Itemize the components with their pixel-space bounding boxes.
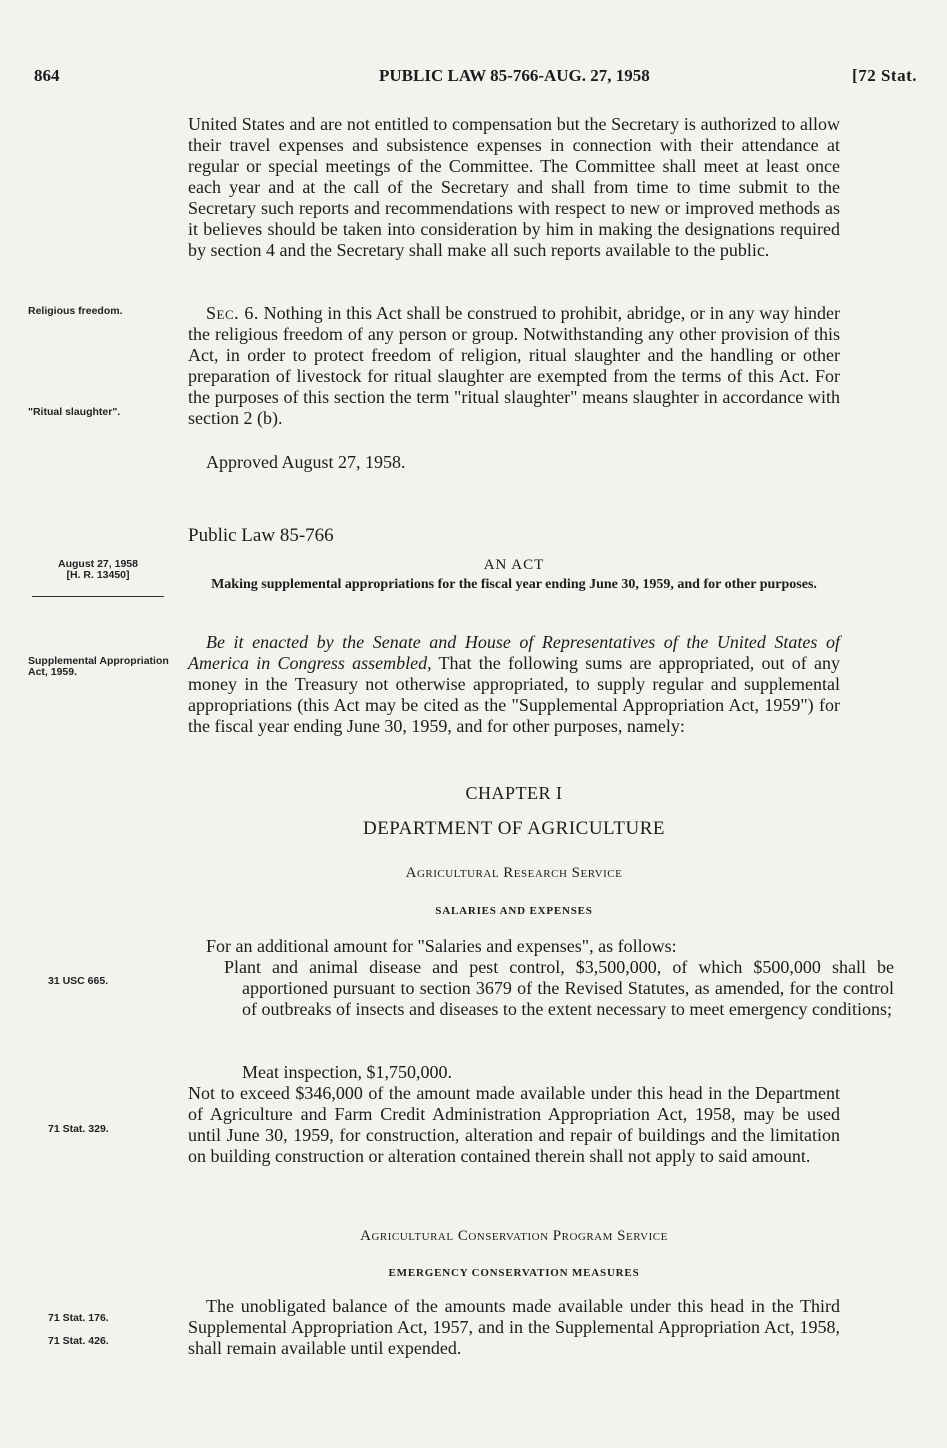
- margin-note-stat-176: 71 Stat. 176.: [48, 1312, 109, 1324]
- meat-inspection-item: Meat inspection, $1,750,000.: [242, 1062, 452, 1082]
- enacting-formula: Be it enacted by the Senate and House of Representatives of the United States of America in Congress assembled,: [188, 632, 840, 673]
- page-number: 864: [34, 66, 60, 85]
- section-6-text: Nothing in this Act shall be construed to prohibit, abridge, or in any way hinder the religious freedom of any person or group. Notwithstanding any other provision of this Act, in order to protect freedom of religion, ritual slaughter and the handling or other preparation of livestock for ritual slaughter are exempted from the terms of this Act. For the purposes of this section the term "ritual slaughter" means slaughter in accordance with section 2 (b).: [188, 303, 840, 428]
- agency-heading-ars: Agricultural Research Service: [405, 865, 623, 881]
- running-title: PUBLIC LAW 85-766-AUG. 27, 1958: [379, 66, 650, 85]
- margin-note-usc: 31 USC 665.: [48, 975, 109, 987]
- department-heading: DEPARTMENT OF AGRICULTURE: [362, 818, 666, 839]
- continuation-paragraph: United States and are not entitled to compensation but the Secretary is authorized to allow their travel expenses and subsistence expenses in connection with their attendance at regular or special meetings of the Committee. The Committee shall meet at least once each year and at the call of the Secretary and shall from time to time submit to the Secretary such reports and recommendations with respect to new or improved methods as it believes should be taken into consideration by him in making the designations required by section 4 and the Secretary shall make all such reports available to the public.: [188, 114, 840, 260]
- enacting-text: That the following sums are appropriated, out of any money in the Treasury not otherwise appropriated, to supply regular and supplemental appropriations (this Act may be cited as the "Supplemental Appropriation Act, 1959") for the fiscal year ending June 30, 1959, and for other purposes, namely:: [188, 653, 840, 736]
- agency-heading-acps: Agricultural Conservation Program Service: [360, 1228, 668, 1244]
- margin-note-ritual-slaughter: "Ritual slaughter".: [28, 406, 121, 418]
- margin-rule: [32, 596, 164, 597]
- section-6-label: Sec. 6.: [206, 303, 259, 323]
- salaries-intro: For an additional amount for "Salaries and expenses", as follows:: [206, 936, 677, 956]
- margin-note-date: August 27, 1958: [58, 558, 138, 570]
- statute-reference: [72 Stat.: [852, 66, 917, 85]
- unobligated-paragraph: The unobligated balance of the amounts made available under this head in the Third Supplemental Appropriation Act, 1957, and in the Supplemental Appropriation Act, 1958, shall remain available until expended.: [188, 1296, 840, 1358]
- section-6: [188, 303, 840, 429]
- not-to-exceed-paragraph: Not to exceed $346,000 of the amount made available under this head in the Department of Agriculture and Farm Credit Administration Appropriation Act, 1958, may be used until June 30, 1959, for construction, alteration and repair of buildings and the limitation on building construction or alteration contained therein shall not apply to said amount.: [188, 1083, 840, 1166]
- page-header: [34, 66, 917, 90]
- an-act-heading: AN ACT: [483, 557, 545, 573]
- enacting-clause: [188, 632, 840, 737]
- approval-line: Approved August 27, 1958.: [206, 452, 406, 472]
- appropriation-heading-salaries: SALARIES AND EXPENSES: [435, 905, 593, 917]
- margin-note-bill: [H. R. 13450]: [66, 569, 130, 581]
- margin-note-stat-426: 71 Stat. 426.: [48, 1335, 109, 1347]
- margin-note-supplemental-act: Supplemental Appropriation Act, 1959.: [28, 655, 169, 678]
- public-law-heading: Public Law 85-766: [188, 525, 334, 546]
- chapter-heading: CHAPTER I: [465, 783, 563, 803]
- margin-note-religious-freedom: Religious freedom.: [28, 305, 123, 317]
- plant-disease-item: Plant and animal disease and pest control, $3,500,000, of which $500,000 shall be apportioned pursuant to section 3679 of the Revised Statutes, as amended, for the control of outbreaks of insects and diseases to the extent necessary to meet emergency conditions;: [224, 957, 894, 1019]
- appropriation-heading-emergency: EMERGENCY CONSERVATION MEASURES: [388, 1267, 640, 1279]
- margin-note-stat-329: 71 Stat. 329.: [48, 1123, 109, 1135]
- act-title: Making supplemental appropriations for the fiscal year ending June 30, 1959, and for other purposes.: [211, 577, 817, 592]
